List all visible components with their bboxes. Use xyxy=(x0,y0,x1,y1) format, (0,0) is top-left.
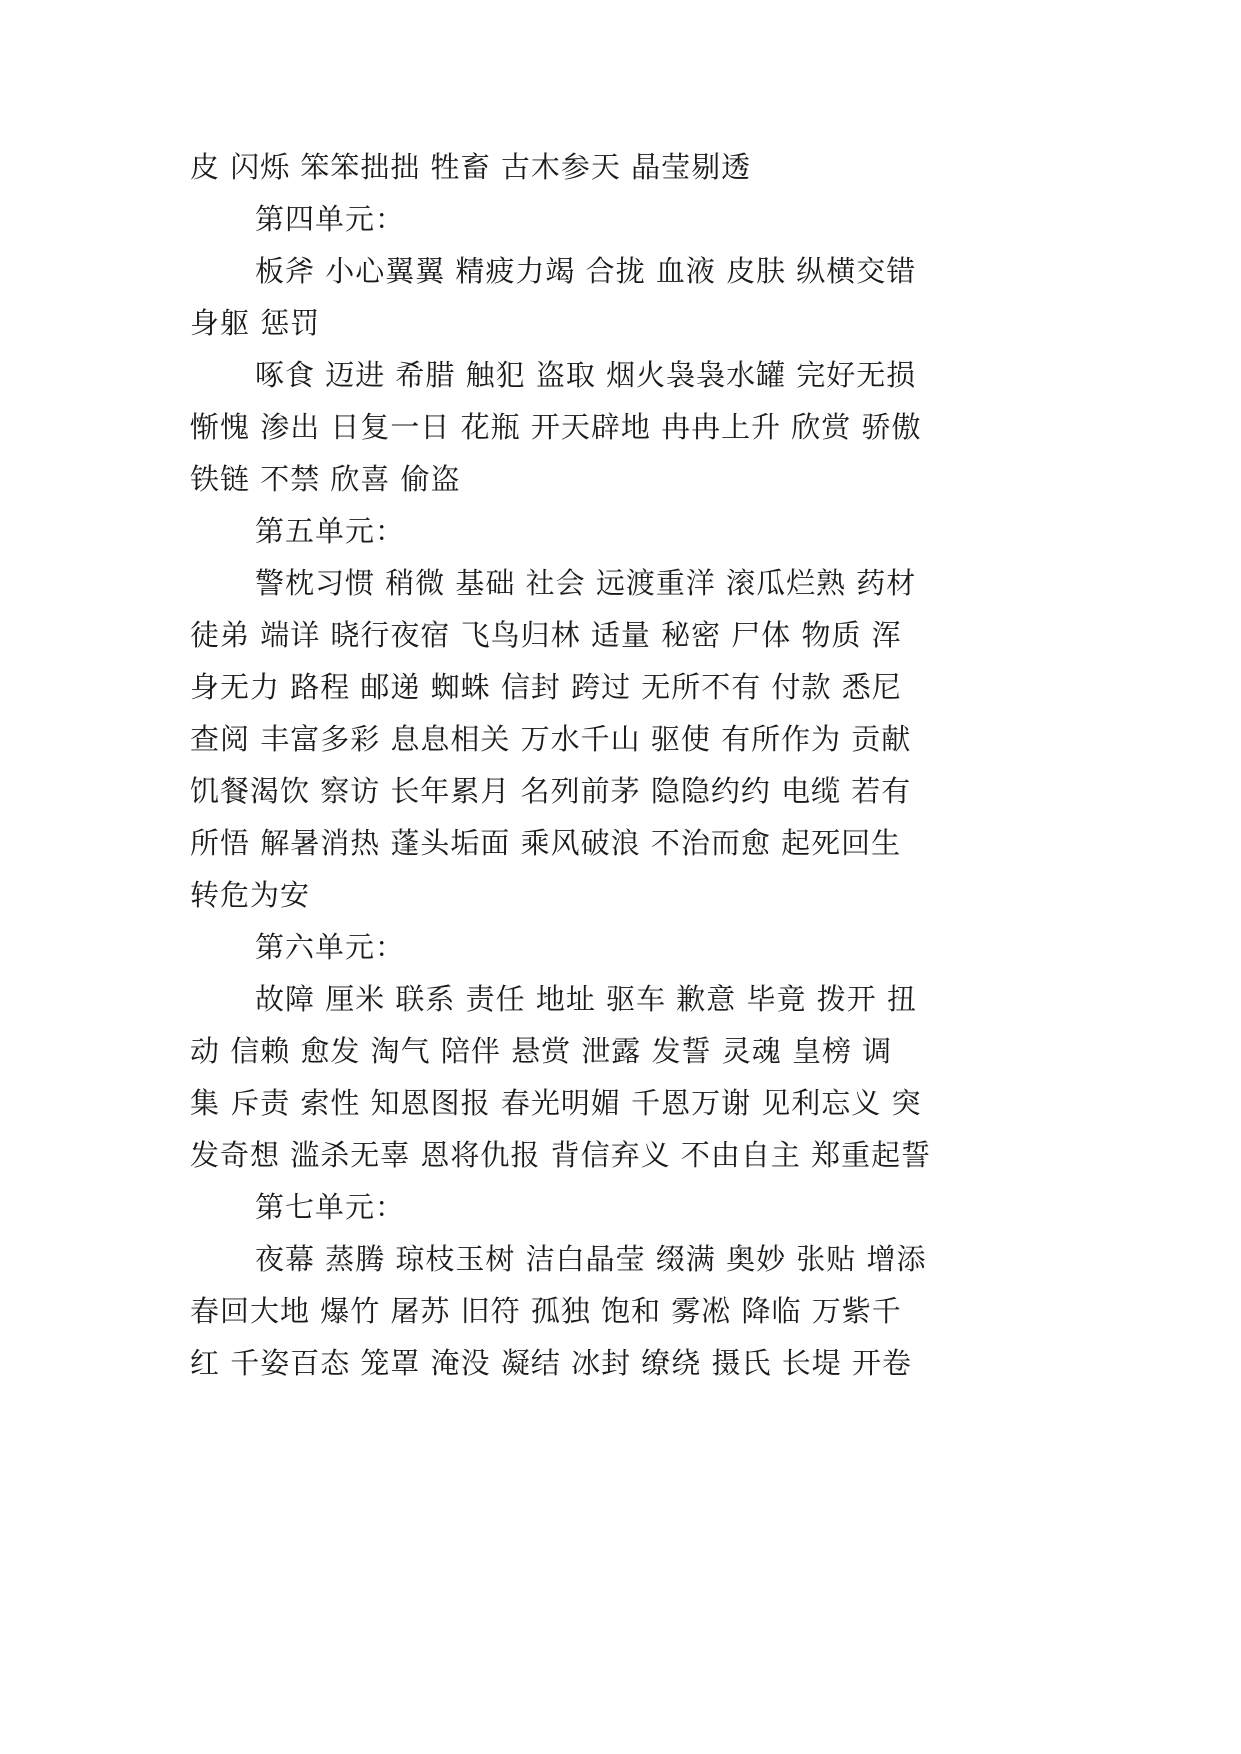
unit-heading: 第六单元： xyxy=(255,930,406,964)
text-line: 春回大地 爆竹 屠苏 旧符 孤独 饱和 雾凇 降临 万紫千 xyxy=(190,1294,902,1328)
unit-heading: 第七单元： xyxy=(255,1190,406,1224)
text-line: 夜幕 蒸腾 琼枝玉树 洁白晶莹 缀满 奥妙 张贴 增添 xyxy=(255,1242,927,1276)
text-line: 身无力 路程 邮递 蜘蛛 信封 跨过 无所不有 付款 悉尼 xyxy=(190,670,902,704)
text-line: 皮 闪烁 笨笨拙拙 牲畜 古木参天 晶莹剔透 xyxy=(190,150,752,184)
text-line: 红 千姿百态 笼罩 淹没 凝结 冰封 缭绕 摄氏 长堤 开卷 xyxy=(190,1346,912,1380)
text-line: 查阅 丰富多彩 息息相关 万水千山 驱使 有所作为 贡献 xyxy=(190,722,912,756)
text-line: 故障 厘米 联系 责任 地址 驱车 歉意 毕竟 拨开 扭 xyxy=(255,982,917,1016)
text-line: 发奇想 滥杀无辜 恩将仇报 背信弃义 不由自主 郑重起誓 xyxy=(190,1138,932,1172)
text-line: 啄食 迈进 希腊 触犯 盗取 烟火袅袅水罐 完好无损 xyxy=(255,358,917,392)
text-line: 板斧 小心翼翼 精疲力竭 合拢 血液 皮肤 纵横交错 xyxy=(255,254,917,288)
text-line: 惭愧 渗出 日复一日 花瓶 开天辟地 冉冉上升 欣赏 骄傲 xyxy=(190,410,922,444)
text-line: 徒弟 端详 晓行夜宿 飞鸟归林 适量 秘密 尸体 物质 浑 xyxy=(190,618,902,652)
unit-heading: 第四单元： xyxy=(255,202,406,236)
text-line: 警枕习惯 稍微 基础 社会 远渡重洋 滚瓜烂熟 药材 xyxy=(255,566,917,600)
text-line: 铁链 不禁 欣喜 偷盗 xyxy=(190,462,461,496)
text-line: 转危为安 xyxy=(190,878,311,912)
text-line: 饥餐渴饮 察访 长年累月 名列前茅 隐隐约约 电缆 若有 xyxy=(190,774,912,808)
text-line: 动 信赖 愈发 淘气 陪伴 悬赏 泄露 发誓 灵魂 皇榜 调 xyxy=(190,1034,893,1068)
text-line: 身躯 惩罚 xyxy=(190,306,321,340)
text-line: 所悟 解暑消热 蓬头垢面 乘风破浪 不治而愈 起死回生 xyxy=(190,826,902,860)
unit-heading: 第五单元： xyxy=(255,514,406,548)
text-line: 集 斥责 索性 知恩图报 春光明媚 千恩万谢 见利忘义 突 xyxy=(190,1086,922,1120)
